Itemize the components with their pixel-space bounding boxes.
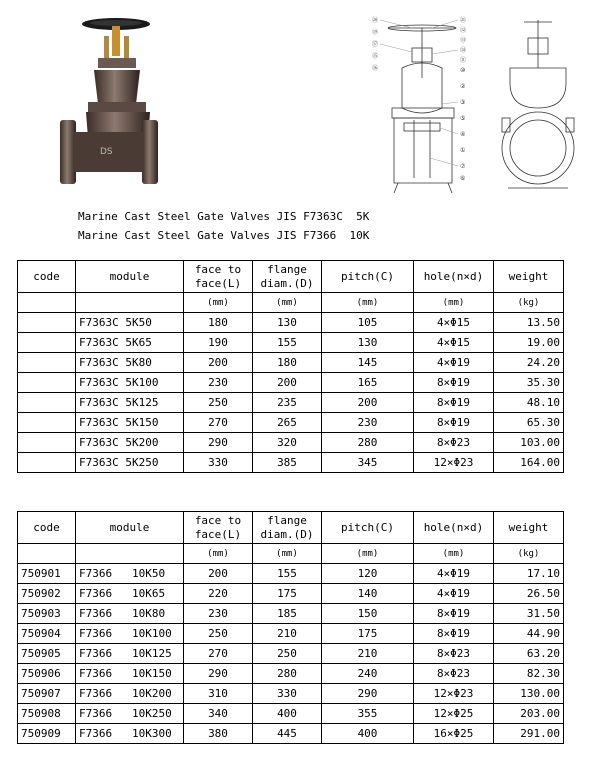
cell-module: F7366 10K80	[76, 604, 184, 624]
svg-text:⑫: ⑫	[460, 27, 467, 34]
header-module: module	[76, 261, 184, 293]
header-weight: weight	[494, 261, 564, 293]
cell-code	[18, 453, 76, 473]
cell-module: F7363C 5K200	[76, 433, 184, 453]
unit-flange: (mm)	[253, 544, 322, 564]
cell-code	[18, 413, 76, 433]
cell-face: 230	[184, 373, 253, 393]
cell-weight: 19.00	[494, 333, 564, 353]
cell-flange: 155	[253, 564, 322, 584]
table-row	[18, 604, 564, 624]
cell-hole: 4×Φ19	[414, 584, 494, 604]
cell-hole: 12×Φ23	[414, 453, 494, 473]
cell-code	[18, 373, 76, 393]
cell-hole: 4×Φ19	[414, 564, 494, 584]
cell-weight: 26.50	[494, 584, 564, 604]
cell-pitch: 120	[322, 564, 414, 584]
header-pitch: pitch(C)	[322, 261, 414, 293]
cell-face: 200	[184, 564, 253, 584]
unit-weight: (kg)	[494, 293, 564, 313]
cell-flange: 330	[253, 684, 322, 704]
svg-text:⑳: ⑳	[372, 17, 379, 24]
cell-pitch: 105	[322, 313, 414, 333]
svg-text:⑯: ⑯	[372, 65, 379, 72]
cell-weight: 48.10	[494, 393, 564, 413]
cell-flange: 320	[253, 433, 322, 453]
svg-text:⑩: ⑩	[460, 67, 466, 74]
cell-face: 200	[184, 353, 253, 373]
cell-pitch: 240	[322, 664, 414, 684]
svg-text:DS: DS	[100, 147, 113, 157]
unit-flange: (mm)	[253, 293, 322, 313]
cell-face: 180	[184, 313, 253, 333]
product-titles	[78, 207, 369, 245]
svg-text:⑮: ⑮	[372, 53, 379, 60]
cell-pitch: 140	[322, 584, 414, 604]
svg-text:⑪: ⑪	[460, 57, 467, 64]
table-row	[18, 373, 564, 393]
cell-module: F7363C 5K50	[76, 313, 184, 333]
svg-text:①: ①	[460, 147, 466, 154]
svg-text:⑥: ⑥	[460, 175, 466, 182]
cell-face: 270	[184, 413, 253, 433]
header-row	[18, 512, 564, 544]
table-row	[18, 584, 564, 604]
cell-face: 190	[184, 333, 253, 353]
cell-code: 750905	[18, 644, 76, 664]
unit-module	[76, 544, 184, 564]
cell-face: 290	[184, 664, 253, 684]
cell-pitch: 150	[322, 604, 414, 624]
svg-text:④: ④	[460, 131, 466, 138]
cell-code	[18, 353, 76, 373]
table-row	[18, 453, 564, 473]
cell-pitch: 355	[322, 704, 414, 724]
valve-drawing	[368, 8, 588, 198]
cell-module: F7366 10K65	[76, 584, 184, 604]
cell-code: 750907	[18, 684, 76, 704]
cell-pitch: 290	[322, 684, 414, 704]
cell-code	[18, 333, 76, 353]
table-row	[18, 313, 564, 333]
cell-module: F7366 10K200	[76, 684, 184, 704]
cell-module: F7366 10K125	[76, 644, 184, 664]
cell-code: 750903	[18, 604, 76, 624]
cell-hole: 12×Φ25	[414, 704, 494, 724]
unit-face: (mm)	[184, 293, 253, 313]
cell-weight: 44.90	[494, 624, 564, 644]
cell-weight: 63.20	[494, 644, 564, 664]
cell-hole: 8×Φ19	[414, 373, 494, 393]
unit-code	[18, 293, 76, 313]
cell-hole: 4×Φ19	[414, 353, 494, 373]
cell-flange: 250	[253, 644, 322, 664]
table-row	[18, 724, 564, 744]
cell-weight: 82.30	[494, 664, 564, 684]
cell-module: F7366 10K150	[76, 664, 184, 684]
cell-code	[18, 313, 76, 333]
units-row	[18, 293, 564, 313]
table-row	[18, 664, 564, 684]
cell-weight: 31.50	[494, 604, 564, 624]
header-face: face to face(L)	[184, 261, 253, 293]
table-row	[18, 684, 564, 704]
unit-hole: (mm)	[414, 544, 494, 564]
cell-weight: 17.10	[494, 564, 564, 584]
unit-weight: (kg)	[494, 544, 564, 564]
header-flange: flange diam.(D)	[253, 512, 322, 544]
unit-module	[76, 293, 184, 313]
table-row	[18, 433, 564, 453]
cell-code	[18, 393, 76, 413]
cell-flange: 445	[253, 724, 322, 744]
table-row	[18, 333, 564, 353]
cell-hole: 8×Φ23	[414, 664, 494, 684]
cell-hole: 8×Φ19	[414, 624, 494, 644]
cell-code	[18, 433, 76, 453]
svg-text:⑦: ⑦	[460, 163, 466, 170]
cell-module: F7363C 5K65	[76, 333, 184, 353]
cell-module: F7366 10K100	[76, 624, 184, 644]
header-flange: flange diam.(D)	[253, 261, 322, 293]
cell-pitch: 230	[322, 413, 414, 433]
header-face: face to face(L)	[184, 512, 253, 544]
spec-table-5k	[17, 260, 564, 473]
cell-module: F7366 10K50	[76, 564, 184, 584]
header-code: code	[18, 512, 76, 544]
valve-photo	[60, 14, 158, 192]
cell-weight: 65.30	[494, 413, 564, 433]
cell-face: 340	[184, 704, 253, 724]
table-row	[18, 413, 564, 433]
svg-text:⑰: ⑰	[372, 41, 379, 48]
title-5k: Marine Cast Steel Gate Valves JIS F7363C 5K	[78, 210, 370, 223]
cell-face: 310	[184, 684, 253, 704]
table-row	[18, 564, 564, 584]
cell-hole: 16×Φ25	[414, 724, 494, 744]
cell-weight: 291.00	[494, 724, 564, 744]
svg-text:③: ③	[460, 99, 466, 106]
cell-pitch: 165	[322, 373, 414, 393]
cell-module: F7363C 5K250	[76, 453, 184, 473]
cell-face: 220	[184, 584, 253, 604]
svg-text:⑤: ⑤	[460, 115, 466, 122]
cell-flange: 200	[253, 373, 322, 393]
cell-weight: 35.30	[494, 373, 564, 393]
unit-hole: (mm)	[414, 293, 494, 313]
cell-module: F7363C 5K125	[76, 393, 184, 413]
cell-weight: 103.00	[494, 433, 564, 453]
cell-flange: 155	[253, 333, 322, 353]
title-10k: Marine Cast Steel Gate Valves JIS F7366 10K	[78, 229, 370, 242]
cell-module: F7363C 5K150	[76, 413, 184, 433]
cell-code: 750908	[18, 704, 76, 724]
cell-hole: 8×Φ19	[414, 393, 494, 413]
cell-weight: 24.20	[494, 353, 564, 373]
cell-face: 250	[184, 624, 253, 644]
cell-hole: 8×Φ23	[414, 644, 494, 664]
cell-hole: 8×Φ19	[414, 604, 494, 624]
svg-text:⑭: ⑭	[460, 47, 467, 54]
cell-flange: 280	[253, 664, 322, 684]
cell-hole: 4×Φ15	[414, 313, 494, 333]
header-pitch: pitch(C)	[322, 512, 414, 544]
cell-module: F7363C 5K80	[76, 353, 184, 373]
cell-weight: 203.00	[494, 704, 564, 724]
cell-hole: 8×Φ19	[414, 413, 494, 433]
cell-module: F7366 10K250	[76, 704, 184, 724]
spec-table-10k	[17, 511, 564, 744]
cell-code: 750904	[18, 624, 76, 644]
cell-flange: 175	[253, 584, 322, 604]
cell-code: 750909	[18, 724, 76, 744]
cell-module: F7363C 5K100	[76, 373, 184, 393]
unit-pitch: (mm)	[322, 544, 414, 564]
cell-pitch: 280	[322, 433, 414, 453]
table-row	[18, 644, 564, 664]
units-row	[18, 544, 564, 564]
cell-pitch: 200	[322, 393, 414, 413]
table-row	[18, 624, 564, 644]
cell-pitch: 145	[322, 353, 414, 373]
header-hole: hole(n×d)	[414, 261, 494, 293]
cell-pitch: 345	[322, 453, 414, 473]
table-row	[18, 704, 564, 724]
cell-flange: 235	[253, 393, 322, 413]
cell-face: 330	[184, 453, 253, 473]
cell-code: 750906	[18, 664, 76, 684]
header-code: code	[18, 261, 76, 293]
cell-face: 230	[184, 604, 253, 624]
svg-text:②: ②	[460, 83, 466, 90]
cell-pitch: 210	[322, 644, 414, 664]
cell-pitch: 130	[322, 333, 414, 353]
cell-hole: 4×Φ15	[414, 333, 494, 353]
header-row	[18, 261, 564, 293]
cell-flange: 385	[253, 453, 322, 473]
table-row	[18, 393, 564, 413]
header-module: module	[76, 512, 184, 544]
cell-face: 380	[184, 724, 253, 744]
svg-text:⑬: ⑬	[460, 37, 467, 44]
cell-weight: 13.50	[494, 313, 564, 333]
cell-code: 750901	[18, 564, 76, 584]
unit-code	[18, 544, 76, 564]
cell-flange: 185	[253, 604, 322, 624]
svg-text:㉑: ㉑	[460, 17, 467, 24]
cell-code: 750902	[18, 584, 76, 604]
cell-flange: 180	[253, 353, 322, 373]
cell-face: 270	[184, 644, 253, 664]
cell-flange: 265	[253, 413, 322, 433]
cell-pitch: 400	[322, 724, 414, 744]
unit-pitch: (mm)	[322, 293, 414, 313]
cell-pitch: 175	[322, 624, 414, 644]
cell-hole: 12×Φ23	[414, 684, 494, 704]
cell-weight: 130.00	[494, 684, 564, 704]
table-row	[18, 353, 564, 373]
header-weight: weight	[494, 512, 564, 544]
cell-flange: 400	[253, 704, 322, 724]
cell-face: 290	[184, 433, 253, 453]
unit-face: (mm)	[184, 544, 253, 564]
cell-weight: 164.00	[494, 453, 564, 473]
cell-flange: 210	[253, 624, 322, 644]
cell-flange: 130	[253, 313, 322, 333]
header-hole: hole(n×d)	[414, 512, 494, 544]
cell-hole: 8×Φ23	[414, 433, 494, 453]
cell-face: 250	[184, 393, 253, 413]
cell-module: F7366 10K300	[76, 724, 184, 744]
svg-text:⑲: ⑲	[372, 29, 379, 36]
